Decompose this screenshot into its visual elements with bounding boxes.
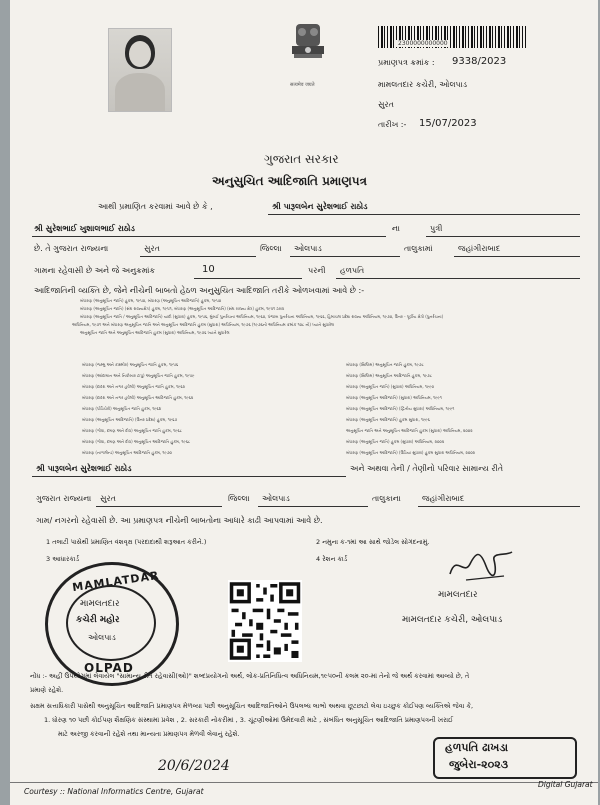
relation: પુત્રી [430,224,443,233]
qr-code [228,580,302,662]
basis-intro: ગામ/ નગરનો રહેવાસી છે. આ પ્રમાણપત્ર નીચેની બાબતોના આધારે કાઢી આપવામાં આવે છે. [36,516,323,525]
order-top-3: બંધારણ (અનુસૂચિત જાતિ / અનુસૂચિત આદિજાતિ) યાદી (સુધારા) હુકમ, ૧૯૫૬, મુંબઈ પુનર્રચના અધિનિયમ, ૧૯૬૦, પંજાબ પુનર્રચના અધિનિયમ, ૧૯૬૬, હિમાચલ પ્રદેશ રાજ્ય અધિનિયમ, ૧૯૭૦, ઉત્તર - પૂર્વીય ક્ષેત્રો (પુનર્રચના) [80,314,444,319]
barcode-number: 2300000000000 [398,40,448,47]
officer-signature [446,546,516,586]
footer-courtesy: Courtesy :: National Informatics Centre, Gujarat [24,787,204,796]
order-top-5: અનુસૂચિત જાતિ અને અનુસૂચિત આદિજાતિ હુકમ (સુધારા) અધિનિયમ, ૧૯૭૬ ધ્યાને સુધારેલ [80,330,230,335]
order-left-8: બંધારણ (ગોવા, દમણ અને દીવ) અનુસૂચિત આદિજાતિ હુકમ, ૧૯૬૮ [82,439,191,444]
order-right-5: બંધારણ (અનુસૂચિત આદિજાતિ) (દ્વિતીય સુધારા) અધિનિયમ, ૧૯૯૧ [346,406,455,411]
order-left-3: બંધારણ (દાદરા અને નગર હવેલી) અનુસૂચિત જાતિ હુકમ, ૧૯૬૨ [82,384,185,389]
order-top-4: અધિનિયમ, ૧૯૭૧ અને બંધારણ અનુસૂચિત જાતિ અને અનુસૂચિત આદિજાતિ હુકમ (સુધારા) અધિનિયમ, ૧૯૭૬ (૧૯૭૬નો અધિનિયમ ક્રમાંક ૧૦૮ નો) ધ્યાને સુધારેલ [72,322,335,327]
certificate-title: અનુસુચિત આદિજાતિ પ્રમાણપત્ર [212,174,367,188]
cert-no-label: પ્રમાણપત્ર ક્રમાંક : [378,58,435,67]
lower-taluka-label: તાલુકાના [372,494,401,503]
basis-2: 2 નમુના ક-૧માં આ સાથે જોડેલ સોગંદનામું. [316,538,430,546]
order-left-6: બંધારણ (અનુસૂચિત આદિજાતિ) (ઉત્તર પ્રદેશ) હુકમ, ૧૯૬૭ [82,417,178,422]
parti-text: પરની [308,266,326,275]
order-right-8: બંધારણ (અનુસૂચિત જાતિ) હુકમ (સુધારા) અધિનિયમ, ૨૦૦૨ [346,439,445,444]
state-text: છે. તે ગુજરાત રાજ્યના [34,244,109,253]
issuing-city: સુરત [378,100,394,109]
lower-district-label: જિલ્લા [228,494,250,503]
order-right-4: બંધારણ (અનુસૂચિત આદિજાતિ) (સુધારા) અધિનિયમ, ૧૯૯૧ [346,395,442,400]
lower-village: જહાંગીરાબાદ [422,494,465,503]
order-right-1: બંધારણ (સિક્કિમ) અનુસૂચિત જાતિ હુકમ, ૧૯૭૮ [346,362,424,367]
order-top-2: બંધારણ (અનુસૂચિત જાતિ) (સંઘ રાજ્યક્ષેત્ર) હુકમ, ૧૯૫૧, બંધારણ (અનુસૂચિત આદિજાતિ) (સંઘ રાજ્ય ક્ષેત્ર) હુકમ, ૧૯૫૧ ઠરાવ [80,306,285,311]
note-1b: પ્રમાણે રહેશે. [30,686,64,694]
basis-1: 1 તલાટી પાસેથી પ્રમાણિત વંશવૃક્ષ (પરદાદાથી શરૂઆત કરીને.) [46,538,207,546]
order-top-1: બંધારણ (અનુસૂચિત જાતિ) હુકમ, ૧૯૫૦, બંધારણ (અનુસૂચિત આદિજાતિ) હુકમ, ૧૯૫૦ [80,298,222,303]
family-text: અને અથવા તેની / તેણીનો પરિવાર સામાન્ય રીતે [350,464,504,473]
father-name: શ્રી સુરેશભાઈ ખુશાલભાઈ રાઠોડ [34,224,135,233]
district-value: સુરત [144,244,160,253]
order-left-9: બંધારણ (નાગાલેન્ડ) અનુસૂચિત આદિજાતિ હુકમ, ૧૯૭૦ [82,450,172,455]
certify-text: આથી પ્રમાણિત કરવામાં આવે છે કે , [98,202,213,211]
village-value: જહાંગીરાબાદ [458,244,501,253]
na-text: ના [392,224,400,233]
emblem-caption: सत्यमेव जयते [290,82,315,88]
order-left-5: બંધારણ (પોંડિચેરી) અનુસૂચિત જાતિ હુકમ, ૧૯૬૪ [82,406,162,411]
order-left-4: બંધારણ (દાદરા અને નગર હવેલી) અનુસૂચિત આદિજાતિ હુકમ, ૧૯૬૨ [82,395,194,400]
note-3: 1. ધોરણ ૧૦ પછી કોઈપણ શૈક્ષણિક સંસ્થામાં પ્રવેશ , 2. સરકારી નોકરીમાં , 3. ચૂંટણીઓમાં ઉમેદવારી માટે , સંબંધિત અનુસૂચિત આદિજાતિ પ્રમાણપત્રની ખરાઈ [44,716,454,724]
order-right-3: બંધારણ (અનુસૂચિત જાતિ) (સુધારા) અધિનિયમ, ૧૯૯૦ [346,384,434,389]
taluka-value: ઓલપાડ [294,244,322,253]
issue-date: 15/07/2023 [419,118,477,129]
certificate-page [10,0,598,805]
serial-text: ગામના રહેવાસી છે અને જે અનુક્રમાંક [34,266,156,275]
signatory-office: મામલતદાર કચેરી, ઓલપાડ [402,615,503,625]
district-label: જિલ્લા [260,244,282,253]
basis-4: 4 રેશન કાર્ડ [316,555,348,563]
order-right-2: બંધારણ (સિક્કિમ) અનુસૂચિત આદિજાતિ હુકમ, ૧૯૭૮ [346,373,433,378]
order-left-1: બંધારણ (જમ્મુ અને કાશ્મીર) અનુસૂચિત જાતિ હુકમ, ૧૯૫૬ [82,362,179,367]
lower-state-text: ગુજરાત રાજ્યના [36,494,92,503]
order-right-7: અનુસૂચિત જાતિ અને અનુસૂચિત આદિજાતિ હુકમ (સુધારા) અધિનિયમ, ૨૦૦૨ [346,428,473,433]
issuing-office: મામલતદાર કચેરી, ઓલપાડ [378,80,468,89]
basis-3: 3 આધારકાર્ડ [46,555,80,563]
lower-taluka: ઓલપાડ [262,494,290,503]
order-left-7: બંધારણ (ગોવા, દમણ અને દીવ) અનુસૂચિત જાતિ હુકમ, ૧૯૬૮ [82,428,182,433]
date-label: તારીખ :- [378,120,407,129]
handwritten-date: 20/6/2024 [158,758,230,774]
government-title: ગુજરાત સરકાર [264,152,339,166]
note-2: સક્ષમ સત્તાધિકારી પાસેથી અનુસૂચિત આદિજાતિ પ્રમાણપત્ર મેળવ્યા પછી અનુસૂચિત આદિજાતિઓને ઉપલબ્ધ લાભો અથવા છૂટછાટો લેવા ઇચ્છુક કોઈપણ વ્યક્તિએ જેવા કે, [30,702,474,710]
taluka-label: તાલુકામાં [404,244,433,253]
handwritten-box: હળપતિ ઢાખડા જુબેરા-૨૦૨૩ [433,737,577,779]
order-right-6: બંધારણ (અનુસૂચિત આદિજાતિ) હુકમ સુધારા, ૧૯૯૬ [346,417,430,422]
order-left-2: બંધારણ (આંદામાન અને નિકોબાર ટાપુ) અનુસૂચિત જાતિ હુકમ, ૧૯૫૯ [82,373,195,378]
note-1: નોંધ :- અહીં ઉપયોગમાં લેવાયેલ "સામાન્ય રીતે રહેવાસી(ઓ)" શબ્દપ્રયોગનો અર્થ, લોક-પ્રતિનિધિત્વ અધિનિયમ,૧૯૫૦ની કલમ ૨૦-માં તેનો જે અર્થ કરવામાં આવ્યો છે, તે [30,672,470,680]
caste-value: હળપતિ [340,266,365,275]
order-right-9: બંધારણ (અનુસૂચિત આદિજાતિ) (ઉડિયા સુધારા) હુકમ સુધારા અધિનિયમ, ૨૦૦૨ [346,450,475,455]
cert-no: 9338/2023 [452,56,507,67]
lower-district: સુરત [100,494,116,503]
resident-name: શ્રી પારૂલબેન સુરેશભાઈ રાઠોડ [36,464,132,473]
national-emblem-icon [282,20,334,80]
applicant-photo [108,28,172,112]
signatory-title: મામલતદાર [438,590,478,600]
office-stamp: MAMLATDAR મામલતદાર કચેરી મહોર ઓલપાડ OLPAD [45,562,179,686]
note-4: માટે અરજી કરવાની રહેશે તથા માન્યતા પ્રમાણપત્ર મેળવી લેવાનું રહેશે. [58,730,240,738]
recognition-text: આદિજાતિની વ્યક્તિ છે, જેને નીચેની બાબતો હેઠળ અનુસુચિત આદિજાતિ તરીકે ઓળખવામાં આવે છે :- [34,286,365,295]
serial-number: 10 [202,264,215,275]
applicant-name: શ્રી પારૂલબેન સુરેશભાઈ રાઠોડ [272,202,368,211]
footer-digital: Digital Gujarat [538,780,593,789]
